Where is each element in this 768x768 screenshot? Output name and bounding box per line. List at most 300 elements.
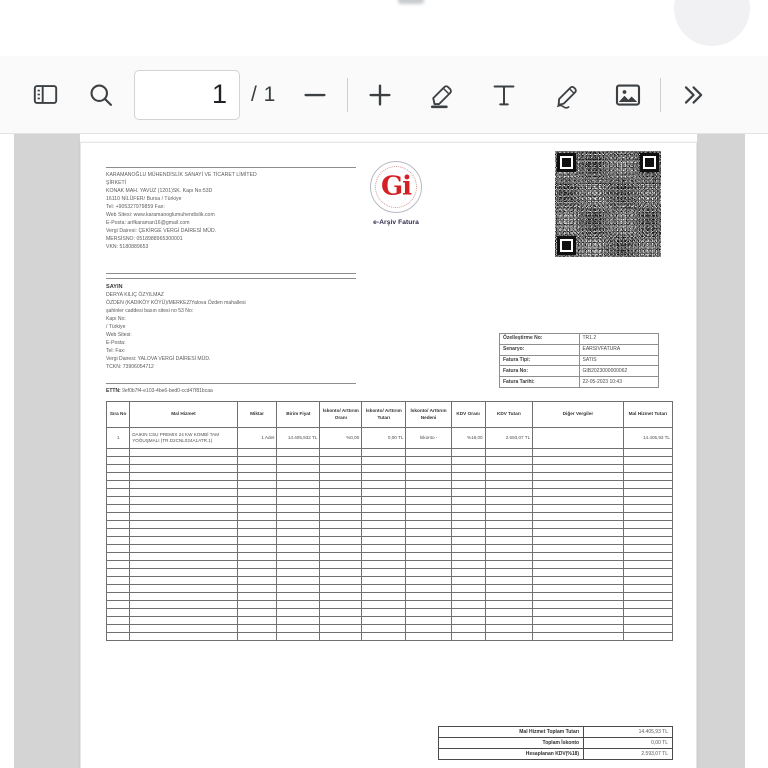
- totals-row: [439, 738, 673, 749]
- items-empty-cell: [130, 601, 238, 609]
- items-empty-cell: [107, 569, 130, 577]
- items-empty-cell: [107, 625, 130, 633]
- items-empty-cell: [277, 561, 320, 569]
- items-empty-cell: [320, 617, 362, 625]
- items-empty-cell: [277, 553, 320, 561]
- items-empty-cell: [277, 585, 320, 593]
- earsiv-caption: e-Arşiv Fatura: [373, 219, 419, 226]
- items-empty-cell: [623, 513, 672, 521]
- items-empty-cell: [320, 609, 362, 617]
- items-empty-cell: [451, 593, 485, 601]
- items-empty-cell: [320, 481, 362, 489]
- items-empty-cell: [406, 577, 451, 585]
- items-empty-cell: [623, 601, 672, 609]
- items-empty-row: [107, 625, 673, 633]
- draw-icon[interactable]: [543, 72, 589, 118]
- meta-key: Fatura No:: [500, 366, 580, 377]
- items-empty-cell: [237, 553, 277, 561]
- meta-key: Senaryo:: [500, 344, 580, 355]
- items-empty-cell: [320, 449, 362, 457]
- items-empty-cell: [485, 473, 533, 481]
- meta-row: [500, 366, 659, 377]
- items-empty-cell: [623, 545, 672, 553]
- items-empty-cell: [130, 609, 238, 617]
- items-empty-cell: [406, 625, 451, 633]
- items-empty-cell: [485, 561, 533, 569]
- items-empty-cell: [320, 585, 362, 593]
- items-empty-cell: [623, 481, 672, 489]
- items-empty-cell: [320, 625, 362, 633]
- items-empty-cell: [320, 513, 362, 521]
- items-empty-cell: [277, 497, 320, 505]
- items-empty-cell: [130, 481, 238, 489]
- items-empty-cell: [277, 625, 320, 633]
- totals-row: [439, 749, 673, 760]
- items-empty-cell: [451, 505, 485, 513]
- items-empty-cell: [362, 529, 406, 537]
- items-empty-cell: [130, 553, 238, 561]
- items-empty-cell: [320, 521, 362, 529]
- viewer-edge-left: [0, 134, 14, 768]
- items-empty-cell: [623, 593, 672, 601]
- items-empty-cell: [130, 513, 238, 521]
- items-empty-cell: [485, 633, 533, 641]
- items-empty-cell: [362, 481, 406, 489]
- items-empty-cell: [533, 521, 624, 529]
- items-cell-vat_amount: 2.593,07 TL: [485, 428, 533, 449]
- page-number-input[interactable]: [134, 70, 240, 120]
- items-empty-cell: [237, 489, 277, 497]
- buyer-line: Web Sitesi:: [106, 332, 132, 338]
- zoom-in-icon[interactable]: [357, 72, 403, 118]
- items-empty-cell: [485, 625, 533, 633]
- items-empty-cell: [451, 569, 485, 577]
- items-empty-row: [107, 545, 673, 553]
- items-empty-cell: [320, 489, 362, 497]
- items-empty-cell: [237, 521, 277, 529]
- items-empty-cell: [485, 553, 533, 561]
- items-empty-cell: [277, 473, 320, 481]
- items-empty-cell: [623, 537, 672, 545]
- meta-key: Fatura Tipi:: [500, 355, 580, 366]
- items-empty-cell: [451, 473, 485, 481]
- items-empty-cell: [623, 489, 672, 497]
- buyer-line: TCKN: 73906054712: [106, 364, 154, 370]
- page-number-value: 1: [211, 79, 227, 109]
- viewer-edge-right: [745, 134, 768, 768]
- items-empty-cell: [320, 457, 362, 465]
- items-empty-cell: [320, 465, 362, 473]
- highlight-icon[interactable]: [419, 72, 465, 118]
- items-empty-row: [107, 553, 673, 561]
- buyer-line: Tel: Fax:: [106, 348, 126, 354]
- items-cell-line_total: 14.405,93 TL: [623, 428, 672, 449]
- items-empty-cell: [485, 537, 533, 545]
- items-empty-cell: [485, 497, 533, 505]
- items-empty-cell: [485, 465, 533, 473]
- items-empty-cell: [107, 521, 130, 529]
- items-empty-cell: [533, 529, 624, 537]
- items-empty-cell: [277, 481, 320, 489]
- items-empty-row: [107, 489, 673, 497]
- items-empty-cell: [277, 633, 320, 641]
- items-empty-cell: [533, 513, 624, 521]
- items-empty-cell: [237, 577, 277, 585]
- items-empty-cell: [107, 617, 130, 625]
- items-empty-cell: [277, 521, 320, 529]
- items-empty-cell: [320, 505, 362, 513]
- items-empty-cell: [406, 473, 451, 481]
- items-empty-cell: [130, 537, 238, 545]
- items-empty-cell: [130, 561, 238, 569]
- items-empty-cell: [237, 513, 277, 521]
- items-empty-row: [107, 561, 673, 569]
- items-empty-cell: [485, 489, 533, 497]
- meta-value: 22-05-2023 10:43: [579, 377, 659, 388]
- meta-value: SATIS: [579, 355, 659, 366]
- items-empty-cell: [277, 505, 320, 513]
- items-empty-cell: [533, 489, 624, 497]
- toolbar-divider-2: [660, 78, 661, 112]
- items-empty-cell: [320, 561, 362, 569]
- qr-finder-bl: [557, 236, 576, 255]
- items-cell-other_taxes: [533, 428, 624, 449]
- seller-line: KARAMANOĞLU MÜHENDİSLİK SANAYİ VE TİCARET LİMİTED: [106, 172, 257, 178]
- invoice-totals-table: [438, 726, 673, 760]
- items-empty-cell: [277, 465, 320, 473]
- items-empty-cell: [406, 609, 451, 617]
- items-cell-unit_price: 14.405,932 TL: [277, 428, 320, 449]
- items-empty-cell: [533, 569, 624, 577]
- items-empty-cell: [451, 625, 485, 633]
- image-icon[interactable]: [605, 72, 651, 118]
- totals-label: Toplam İskonto: [439, 738, 584, 749]
- items-empty-cell: [277, 529, 320, 537]
- items-empty-cell: [485, 513, 533, 521]
- items-empty-cell: [362, 617, 406, 625]
- items-empty-cell: [237, 609, 277, 617]
- items-empty-cell: [623, 529, 672, 537]
- totals-value: 2.593,07 TL: [584, 749, 673, 760]
- rule-seller-bottom-2: [106, 278, 356, 279]
- items-empty-cell: [406, 593, 451, 601]
- pdf-viewer-canvas[interactable]: [0, 134, 768, 768]
- buyer-line: E-Posta:: [106, 340, 126, 346]
- items-data-row: [107, 428, 673, 449]
- items-empty-cell: [277, 593, 320, 601]
- items-empty-cell: [107, 537, 130, 545]
- items-empty-row: [107, 585, 673, 593]
- items-empty-cell: [107, 489, 130, 497]
- items-empty-cell: [533, 449, 624, 457]
- items-empty-cell: [623, 625, 672, 633]
- items-empty-cell: [237, 481, 277, 489]
- items-empty-row: [107, 465, 673, 473]
- items-empty-cell: [130, 489, 238, 497]
- items-empty-cell: [237, 545, 277, 553]
- items-empty-cell: [451, 561, 485, 569]
- items-header-cell: İskonto/ Arttırım Oranı: [320, 402, 362, 428]
- items-empty-cell: [107, 593, 130, 601]
- items-empty-cell: [320, 601, 362, 609]
- buyer-line: Kapı No:: [106, 316, 126, 322]
- items-empty-cell: [451, 633, 485, 641]
- items-empty-cell: [362, 537, 406, 545]
- items-empty-cell: [130, 577, 238, 585]
- items-empty-cell: [451, 577, 485, 585]
- items-empty-cell: [406, 569, 451, 577]
- items-empty-cell: [451, 521, 485, 529]
- items-empty-row: [107, 529, 673, 537]
- items-empty-cell: [485, 481, 533, 489]
- items-cell-name: DAIKIN CSU PREMIX 24 KW KOMBİ TAM YOĞUŞMALI (TR.D2CNL024A1ATR.1): [130, 428, 238, 449]
- items-empty-cell: [623, 577, 672, 585]
- items-empty-cell: [237, 529, 277, 537]
- buyer-line: DERYA KILIÇ ÖZYILMAZ: [106, 292, 164, 298]
- items-empty-cell: [362, 497, 406, 505]
- items-empty-row: [107, 601, 673, 609]
- items-header-cell: KDV Oranı: [451, 402, 485, 428]
- totals-value: 0,00 TL: [584, 738, 673, 749]
- items-empty-cell: [237, 561, 277, 569]
- items-empty-cell: [485, 545, 533, 553]
- items-empty-cell: [451, 617, 485, 625]
- items-empty-cell: [406, 513, 451, 521]
- items-empty-cell: [451, 609, 485, 617]
- buyer-line: / Türkiye: [106, 324, 126, 330]
- invoice-sheet: [81, 143, 697, 768]
- items-empty-cell: [533, 553, 624, 561]
- items-empty-cell: [451, 537, 485, 545]
- seller-line: E-Posta: arifkaraman16@gmail.com: [106, 220, 190, 226]
- items-empty-cell: [130, 465, 238, 473]
- items-empty-cell: [362, 569, 406, 577]
- items-empty-cell: [130, 529, 238, 537]
- items-cell-vat_rate: %18,00: [451, 428, 485, 449]
- ettn-label: ETTN:: [106, 388, 121, 394]
- gib-logo-block: [353, 161, 439, 226]
- items-empty-cell: [533, 625, 624, 633]
- items-empty-cell: [406, 457, 451, 465]
- items-empty-cell: [485, 521, 533, 529]
- items-empty-cell: [130, 545, 238, 553]
- items-empty-cell: [533, 561, 624, 569]
- items-empty-cell: [362, 513, 406, 521]
- items-empty-cell: [623, 633, 672, 641]
- search-icon[interactable]: [78, 72, 124, 118]
- seller-line: Tel: +905327979859 Fax:: [106, 204, 165, 210]
- items-empty-cell: [362, 625, 406, 633]
- items-empty-cell: [130, 505, 238, 513]
- items-empty-cell: [451, 449, 485, 457]
- items-empty-cell: [362, 505, 406, 513]
- items-empty-cell: [130, 633, 238, 641]
- items-header-cell: Mal Hizmet Tutarı: [623, 402, 672, 428]
- items-empty-cell: [485, 585, 533, 593]
- items-empty-cell: [237, 633, 277, 641]
- items-empty-cell: [533, 497, 624, 505]
- items-empty-cell: [485, 601, 533, 609]
- items-empty-cell: [130, 457, 238, 465]
- items-empty-cell: [406, 481, 451, 489]
- items-empty-cell: [277, 609, 320, 617]
- items-empty-cell: [277, 537, 320, 545]
- ettn-line: [106, 388, 213, 394]
- meta-row: [500, 344, 659, 355]
- items-empty-row: [107, 521, 673, 529]
- viewer-bg-left: [14, 134, 80, 768]
- items-empty-cell: [277, 545, 320, 553]
- items-empty-row: [107, 505, 673, 513]
- items-empty-cell: [451, 457, 485, 465]
- meta-row: [500, 355, 659, 366]
- items-empty-cell: [320, 553, 362, 561]
- items-empty-cell: [277, 489, 320, 497]
- items-empty-row: [107, 497, 673, 505]
- items-empty-cell: [485, 609, 533, 617]
- gib-mark-text: Gi: [380, 171, 412, 202]
- items-empty-cell: [107, 633, 130, 641]
- decorative-nub: [398, 0, 424, 4]
- items-empty-cell: [362, 577, 406, 585]
- items-empty-cell: [107, 577, 130, 585]
- text-tool-icon[interactable]: [481, 72, 527, 118]
- items-empty-cell: [406, 545, 451, 553]
- buyer-line: şahinler caddesi basın sitesi no 53 No:: [106, 308, 194, 314]
- items-empty-cell: [237, 449, 277, 457]
- items-empty-cell: [107, 505, 130, 513]
- items-empty-cell: [533, 617, 624, 625]
- items-empty-cell: [107, 473, 130, 481]
- items-empty-cell: [237, 465, 277, 473]
- items-empty-cell: [623, 569, 672, 577]
- items-empty-cell: [107, 561, 130, 569]
- items-empty-cell: [107, 497, 130, 505]
- items-header-row: [107, 402, 673, 428]
- items-empty-cell: [320, 569, 362, 577]
- items-empty-cell: [320, 497, 362, 505]
- items-empty-cell: [237, 625, 277, 633]
- top-chrome-strip: [0, 0, 768, 56]
- items-empty-cell: [485, 505, 533, 513]
- seller-line: ŞİRKETİ: [106, 180, 127, 186]
- items-empty-cell: [130, 585, 238, 593]
- items-empty-cell: [406, 505, 451, 513]
- items-empty-row: [107, 617, 673, 625]
- items-header-cell: Sıra No: [107, 402, 130, 428]
- buyer-heading: SAYIN: [106, 284, 123, 290]
- items-empty-row: [107, 593, 673, 601]
- items-empty-cell: [237, 505, 277, 513]
- items-empty-cell: [623, 521, 672, 529]
- items-empty-cell: [237, 617, 277, 625]
- items-empty-cell: [451, 601, 485, 609]
- items-empty-cell: [406, 585, 451, 593]
- items-empty-cell: [623, 449, 672, 457]
- items-empty-cell: [485, 593, 533, 601]
- items-empty-cell: [320, 633, 362, 641]
- items-empty-cell: [362, 465, 406, 473]
- items-empty-cell: [406, 617, 451, 625]
- items-empty-cell: [362, 553, 406, 561]
- items-empty-cell: [107, 553, 130, 561]
- items-empty-cell: [406, 561, 451, 569]
- items-empty-row: [107, 481, 673, 489]
- page-total-label: / 1: [251, 82, 276, 106]
- items-empty-cell: [623, 553, 672, 561]
- items-empty-cell: [533, 481, 624, 489]
- seller-block: [106, 171, 356, 251]
- items-empty-cell: [130, 569, 238, 577]
- items-empty-cell: [237, 497, 277, 505]
- items-empty-cell: [277, 601, 320, 609]
- items-empty-cell: [406, 529, 451, 537]
- items-empty-cell: [406, 489, 451, 497]
- items-empty-cell: [362, 489, 406, 497]
- items-empty-cell: [130, 449, 238, 457]
- items-empty-cell: [533, 537, 624, 545]
- items-empty-cell: [451, 529, 485, 537]
- sidebar-toggle-icon[interactable]: [22, 72, 68, 118]
- items-empty-cell: [406, 633, 451, 641]
- items-empty-row: [107, 569, 673, 577]
- items-empty-cell: [320, 593, 362, 601]
- pdf-toolbar: [0, 56, 768, 134]
- buyer-line: ÖZDEN (KADIKÖY KÖYÜ)/MERKEZ/Yalova Özden mahallesi: [106, 300, 246, 306]
- items-empty-cell: [277, 449, 320, 457]
- items-empty-cell: [237, 457, 277, 465]
- items-empty-cell: [406, 601, 451, 609]
- items-empty-cell: [362, 457, 406, 465]
- items-empty-cell: [320, 529, 362, 537]
- viewer-bg-right: [697, 134, 745, 768]
- items-cell-disc_reason: İskonto -: [406, 428, 451, 449]
- items-empty-cell: [623, 561, 672, 569]
- totals-value: 14.405,93 TL: [584, 727, 673, 738]
- items-empty-cell: [277, 577, 320, 585]
- toolbar-divider-1: [347, 78, 348, 112]
- items-empty-cell: [277, 569, 320, 577]
- items-empty-cell: [107, 513, 130, 521]
- items-empty-cell: [533, 577, 624, 585]
- items-empty-cell: [451, 545, 485, 553]
- items-empty-cell: [130, 497, 238, 505]
- more-tools-icon[interactable]: [670, 72, 716, 118]
- items-empty-cell: [451, 585, 485, 593]
- items-empty-cell: [107, 465, 130, 473]
- items-empty-cell: [130, 473, 238, 481]
- invoice-items-table: [106, 401, 673, 641]
- items-empty-cell: [485, 457, 533, 465]
- items-empty-cell: [277, 617, 320, 625]
- items-empty-cell: [406, 497, 451, 505]
- items-cell-disc_amount: 0,00 TL: [362, 428, 406, 449]
- seller-line: KONAK MAH. YAVUZ (1201)SK. Kapı No:53D: [106, 188, 213, 194]
- items-empty-cell: [623, 609, 672, 617]
- items-empty-cell: [362, 561, 406, 569]
- items-empty-cell: [485, 529, 533, 537]
- seller-line: MERSİSNO: 0518988965300001: [106, 236, 183, 242]
- items-empty-cell: [362, 585, 406, 593]
- items-header-cell: İskonto/ Arttırım Nedeni: [406, 402, 451, 428]
- items-empty-row: [107, 577, 673, 585]
- items-empty-cell: [107, 529, 130, 537]
- items-empty-cell: [107, 609, 130, 617]
- items-empty-row: [107, 473, 673, 481]
- items-empty-cell: [362, 633, 406, 641]
- zoom-out-icon[interactable]: [292, 72, 338, 118]
- items-empty-cell: [362, 609, 406, 617]
